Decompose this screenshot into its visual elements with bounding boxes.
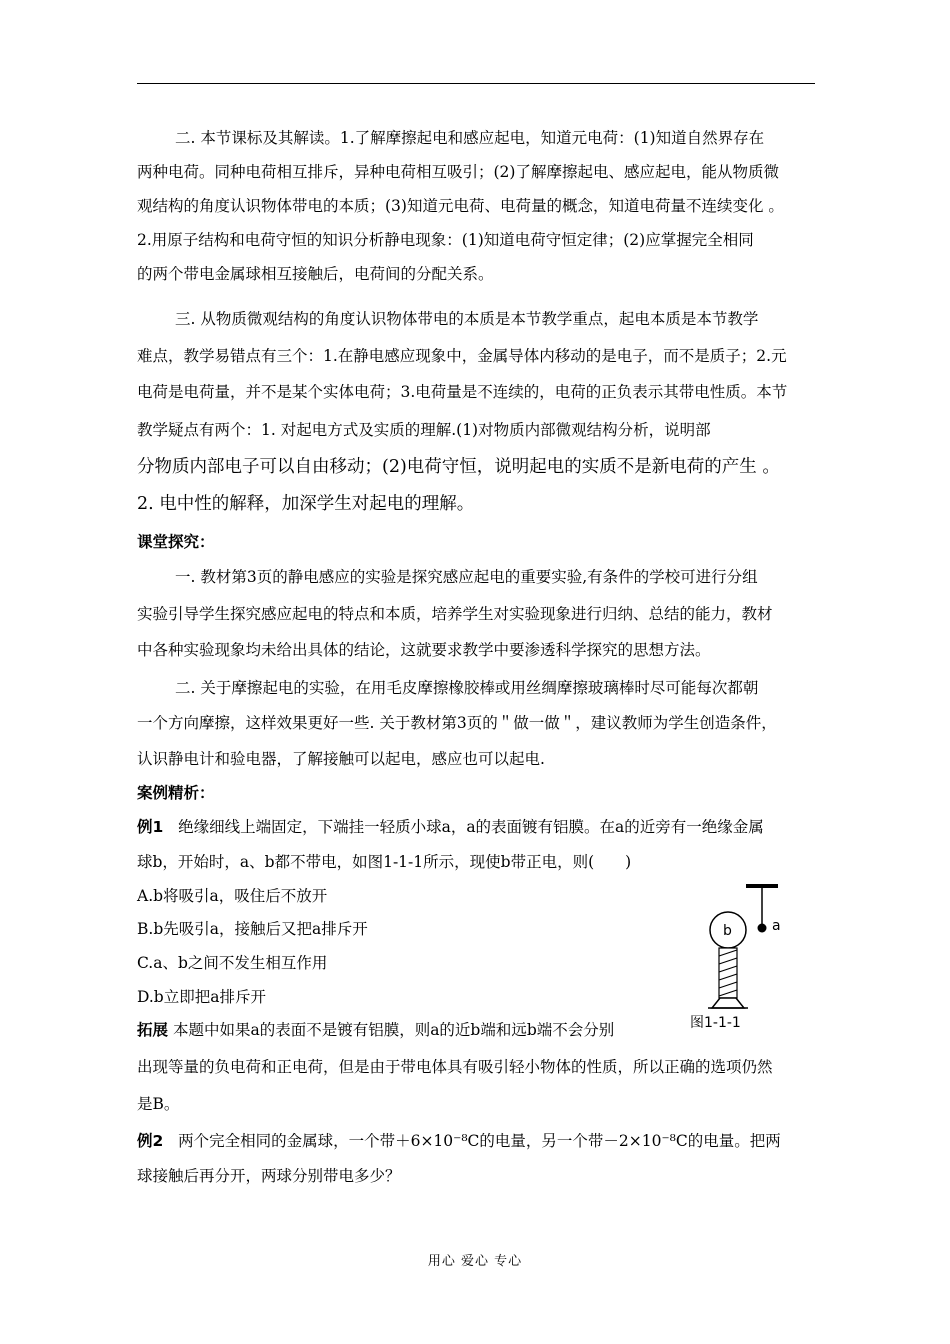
paragraph-line: 2.用原子结构和电荷守恒的知识分析静电现象：(1)知道电荷守恒定律；(2)应掌握完全相同: [137, 231, 754, 249]
paragraph-line: 分物质内部电子可以自由移动；(2)电荷守恒，说明起电的实质不是新电荷的产生 。: [137, 457, 780, 477]
ball-b-label: b: [723, 923, 732, 939]
option-d: D.b立即把a排斥开: [137, 988, 266, 1006]
example2-label: 例2: [137, 1132, 164, 1150]
paragraph-line: 一. 教材第3页的静电感应的实验是探究感应起电的重要实验,有条件的学校可进行分组: [175, 568, 758, 586]
example2-line: 球接触后再分开，两球分别带电多少？: [137, 1167, 401, 1185]
extension-label: 拓展: [137, 1021, 169, 1039]
extension-line: 是B。: [137, 1095, 180, 1113]
figure-caption: 图1-1-1: [690, 1015, 741, 1031]
example1-label: 例1: [137, 818, 164, 836]
extension-text: 本题中如果a的表面不是镀有铝膜，则a的近b端和远b端不会分别: [172, 1021, 615, 1039]
paragraph-line: 三. 从物质微观结构的角度认识物体带电的本质是本节教学重点，起电本质是本节教学: [175, 310, 759, 328]
example1-text: 绝缘细线上端固定，下端挂一轻质小球a，a的表面镀有铝膜。在a的近旁有一绝缘金属: [178, 818, 764, 836]
paragraph-line: 的两个带电金属球相互接触后，电荷间的分配关系。: [137, 265, 494, 283]
ball-a: [758, 924, 767, 933]
header-rule: [137, 83, 815, 84]
support-bar: [746, 884, 778, 888]
example1-line: [137, 817, 837, 837]
example2-text: 两个完全相同的金属球，一个带＋6×10⁻⁸C的电量，另一个带－2×10⁻⁸C的电量。把两: [178, 1132, 781, 1150]
option-b: B.b先吸引a，接触后又把a排斥开: [137, 920, 368, 938]
stand-base: [712, 998, 744, 1008]
example2-line: [137, 1131, 837, 1151]
paragraph-line: 观结构的角度认识物体带电的本质；(3)知道元电荷、电荷量的概念，知道电荷量不连续变化 。: [137, 197, 784, 215]
paragraph-line: 二. 本节课标及其解读。1.了解摩擦起电和感应起电，知道元电荷：(1)知道自然界存在: [175, 129, 765, 147]
ball-a-label: a: [772, 918, 781, 934]
example1-line: 球b，开始时，a、b都不带电，如图1-1-1所示，现使b带正电，则( ): [137, 853, 632, 871]
section-heading: 案例精析：: [137, 784, 215, 802]
paragraph-line: 认识静电计和验电器，了解接触可以起电，感应也可以起电.: [137, 750, 545, 768]
paragraph-line: 一个方向摩擦，这样效果更好一些. 关于教材第3页的＂做一做＂，建议教师为学生创造条件，: [137, 714, 777, 732]
paragraph-line: 2. 电中性的解释，加深学生对起电的理解。: [137, 494, 475, 514]
extension-line: 出现等量的负电荷和正电荷，但是由于带电体具有吸引轻小物体的性质，所以正确的选项仍然: [137, 1058, 773, 1076]
paragraph-line: 难点，教学易错点有三个：1.在静电感应现象中，金属导体内移动的是电子，而不是质子；2.元: [137, 347, 787, 365]
paragraph-line: 二. 关于摩擦起电的实验，在用毛皮摩擦橡胶棒或用丝绸摩擦玻璃棒时尽可能每次都朝: [175, 679, 759, 697]
extension-line: [137, 1020, 682, 1040]
page-footer: 用心 爱心 专心: [427, 1254, 523, 1269]
paragraph-line: 中各种实验现象均未给出具体的结论，这就要求教学中要渗透科学探究的思想方法。: [137, 641, 711, 659]
paragraph-line: 电荷是电荷量，并不是某个实体电荷；3.电荷量是不连续的，电荷的正负表示其带电性质。本节: [137, 383, 788, 401]
paragraph-line: 两种电荷。同种电荷相互排斥，异种电荷相互吸引；(2)了解摩擦起电、感应起电，能从物质微: [137, 163, 779, 181]
option-a: A.b将吸引a，吸住后不放开: [137, 887, 328, 905]
option-c: C.a、b之间不发生相互作用: [137, 954, 328, 972]
paragraph-line: 教学疑点有两个：1. 对起电方式及实质的理解.(1)对物质内部微观结构分析，说明部: [137, 421, 711, 439]
paragraph-line: 实验引导学生探究感应起电的特点和本质，培养学生对实验现象进行归纳、总结的能力，教材: [137, 605, 773, 623]
section-heading: 课堂探究：: [137, 533, 215, 551]
